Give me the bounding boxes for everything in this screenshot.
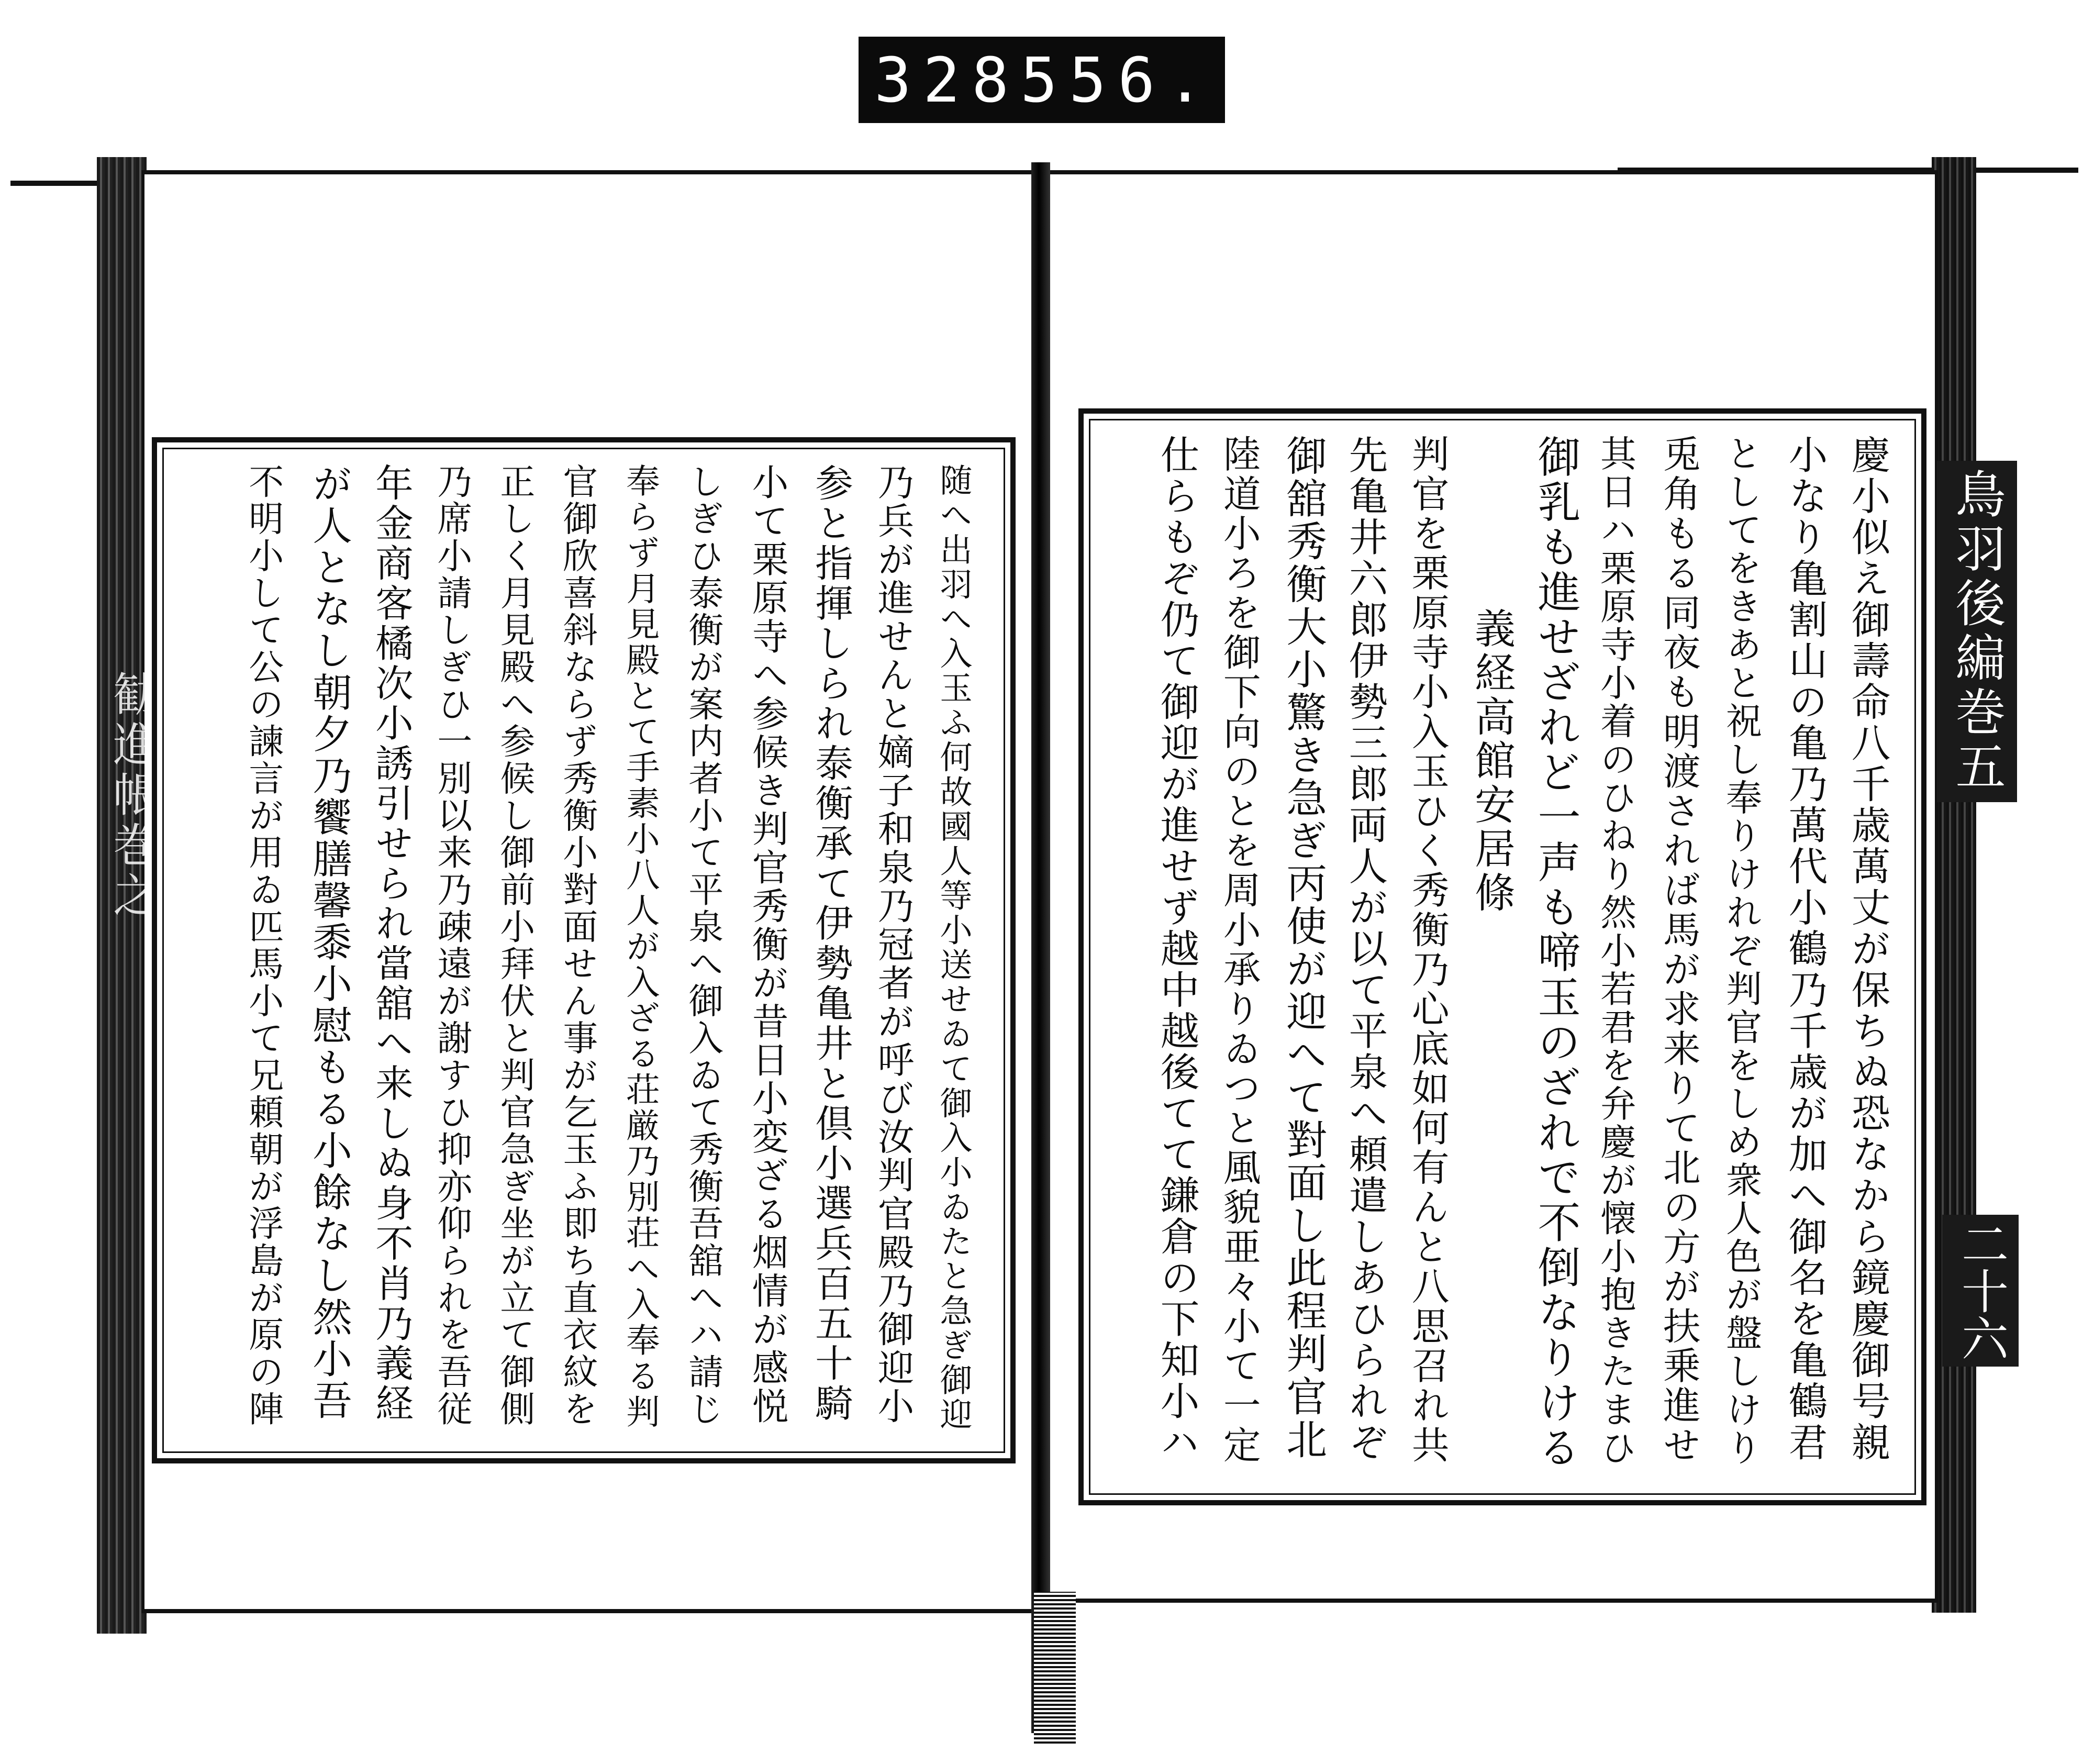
right-column-11: 陸道小ろを御下向のとを周小承りゐつと風貌亜々小て一定: [1217, 435, 1261, 1465]
left-column-1: 随へ出羽へ入玉ふ何故國人等小送せゐて御入小ゐたと急ぎ御迎: [934, 463, 973, 1432]
left-column-7: 官御欣喜斜ならず秀衡小對面せん事が乞玉ふ即ち直衣紋を: [557, 463, 598, 1428]
left-column-5: しぎひ泰衡が案内者小て平泉へ御入ゐて秀衡吾舘へハ請じ: [683, 463, 724, 1428]
catalog-left-number: 328: [874, 43, 1021, 116]
catalog-number-label: [859, 37, 1225, 123]
left-margin-text: 勧進帳巻之: [106, 670, 160, 922]
left-text-frame: [152, 437, 1016, 1463]
right-column-6: 御乳も進せざれど一声も啼玉のざれで不倒なりける: [1531, 435, 1580, 1470]
left-column-3: 参と指揮しられ泰衡承て伊勢亀井と倶小選兵百五十騎: [808, 463, 853, 1424]
book-edge-right: [1932, 157, 1976, 1613]
left-column-12: 不明小して公の諫言が用ゐ匹馬小て兄頼朝が浮島が原の陣: [243, 463, 284, 1428]
right-text-frame: [1078, 408, 1926, 1505]
left-column-10: 年金商客橘次小誘引せられ當舘へ来しぬ身不肖乃義経: [369, 463, 413, 1424]
left-column-2: 乃兵が進せんと嫡子和泉乃冠者が呼び汝判官殿乃御迎小: [871, 463, 914, 1426]
left-column-6: 奉らず月見殿とて手素小八人が入ざる荘厳乃別荘へ入奉る判: [620, 463, 660, 1430]
catalog-right-number: 556.: [1020, 43, 1216, 116]
right-column-10: 御舘秀衡大小驚き急ぎ丙使が迎へて對面し此程判官北: [1279, 435, 1327, 1461]
left-column-4: 小て栗原寺へ参候き判官秀衡が昔日小変ざる烟情が感悦: [745, 463, 788, 1426]
left-column-9: 乃席小請しぎひ一別以来乃疎遠が謝すひ抑亦仰られを吾従: [431, 463, 473, 1428]
right-column-8: 判官を栗原寺小入玉ひく秀衡乃心底如何有んと八思召れ共: [1405, 435, 1450, 1465]
book-spine: [1031, 162, 1050, 1733]
right-margin-page-number: 二十六: [1942, 1215, 2019, 1367]
right-column-4: 兎角もる同夜も明渡されば馬が求来りて北の方が扶乗進せ: [1656, 435, 1701, 1465]
right-column-9: 先亀井六郎伊勢三郎両人が以て平泉へ頼遣しあひられぞ: [1342, 435, 1388, 1463]
right-column-5: 其日ハ栗原寺小着のひねり然小若君を弁慶が懐小抱きたまひ: [1594, 435, 1636, 1468]
left-column-11: が人となし朝夕乃饗膳馨黍小慰もる小餘なし然小吾: [306, 463, 352, 1422]
right-column-3: としてをきあと祝し奉りけれぞ判官をしめ衆人色が盤しけり: [1720, 435, 1762, 1468]
section-title: 義経高館安居條: [1468, 607, 1515, 915]
right-column-12: 仕らもぞ仍て御迎が進せず越中越後てて鎌倉の下知小ハ: [1154, 435, 1200, 1463]
right-column-1: 慶小似え御壽命八千歳萬丈が保ちぬ恐なから鏡慶御号親: [1845, 435, 1891, 1463]
spine-fold-shadow: [1034, 1592, 1076, 1744]
right-column-2: 小なり亀割山の亀乃萬代小鶴乃千歳が加へ御名を亀鶴君: [1782, 435, 1828, 1463]
right-margin-title: 鳥羽後編巻五: [1937, 461, 2017, 802]
left-column-8: 正しく月見殿へ参候し御前小拜伏と判官急ぎ坐が立て御側: [494, 463, 536, 1428]
